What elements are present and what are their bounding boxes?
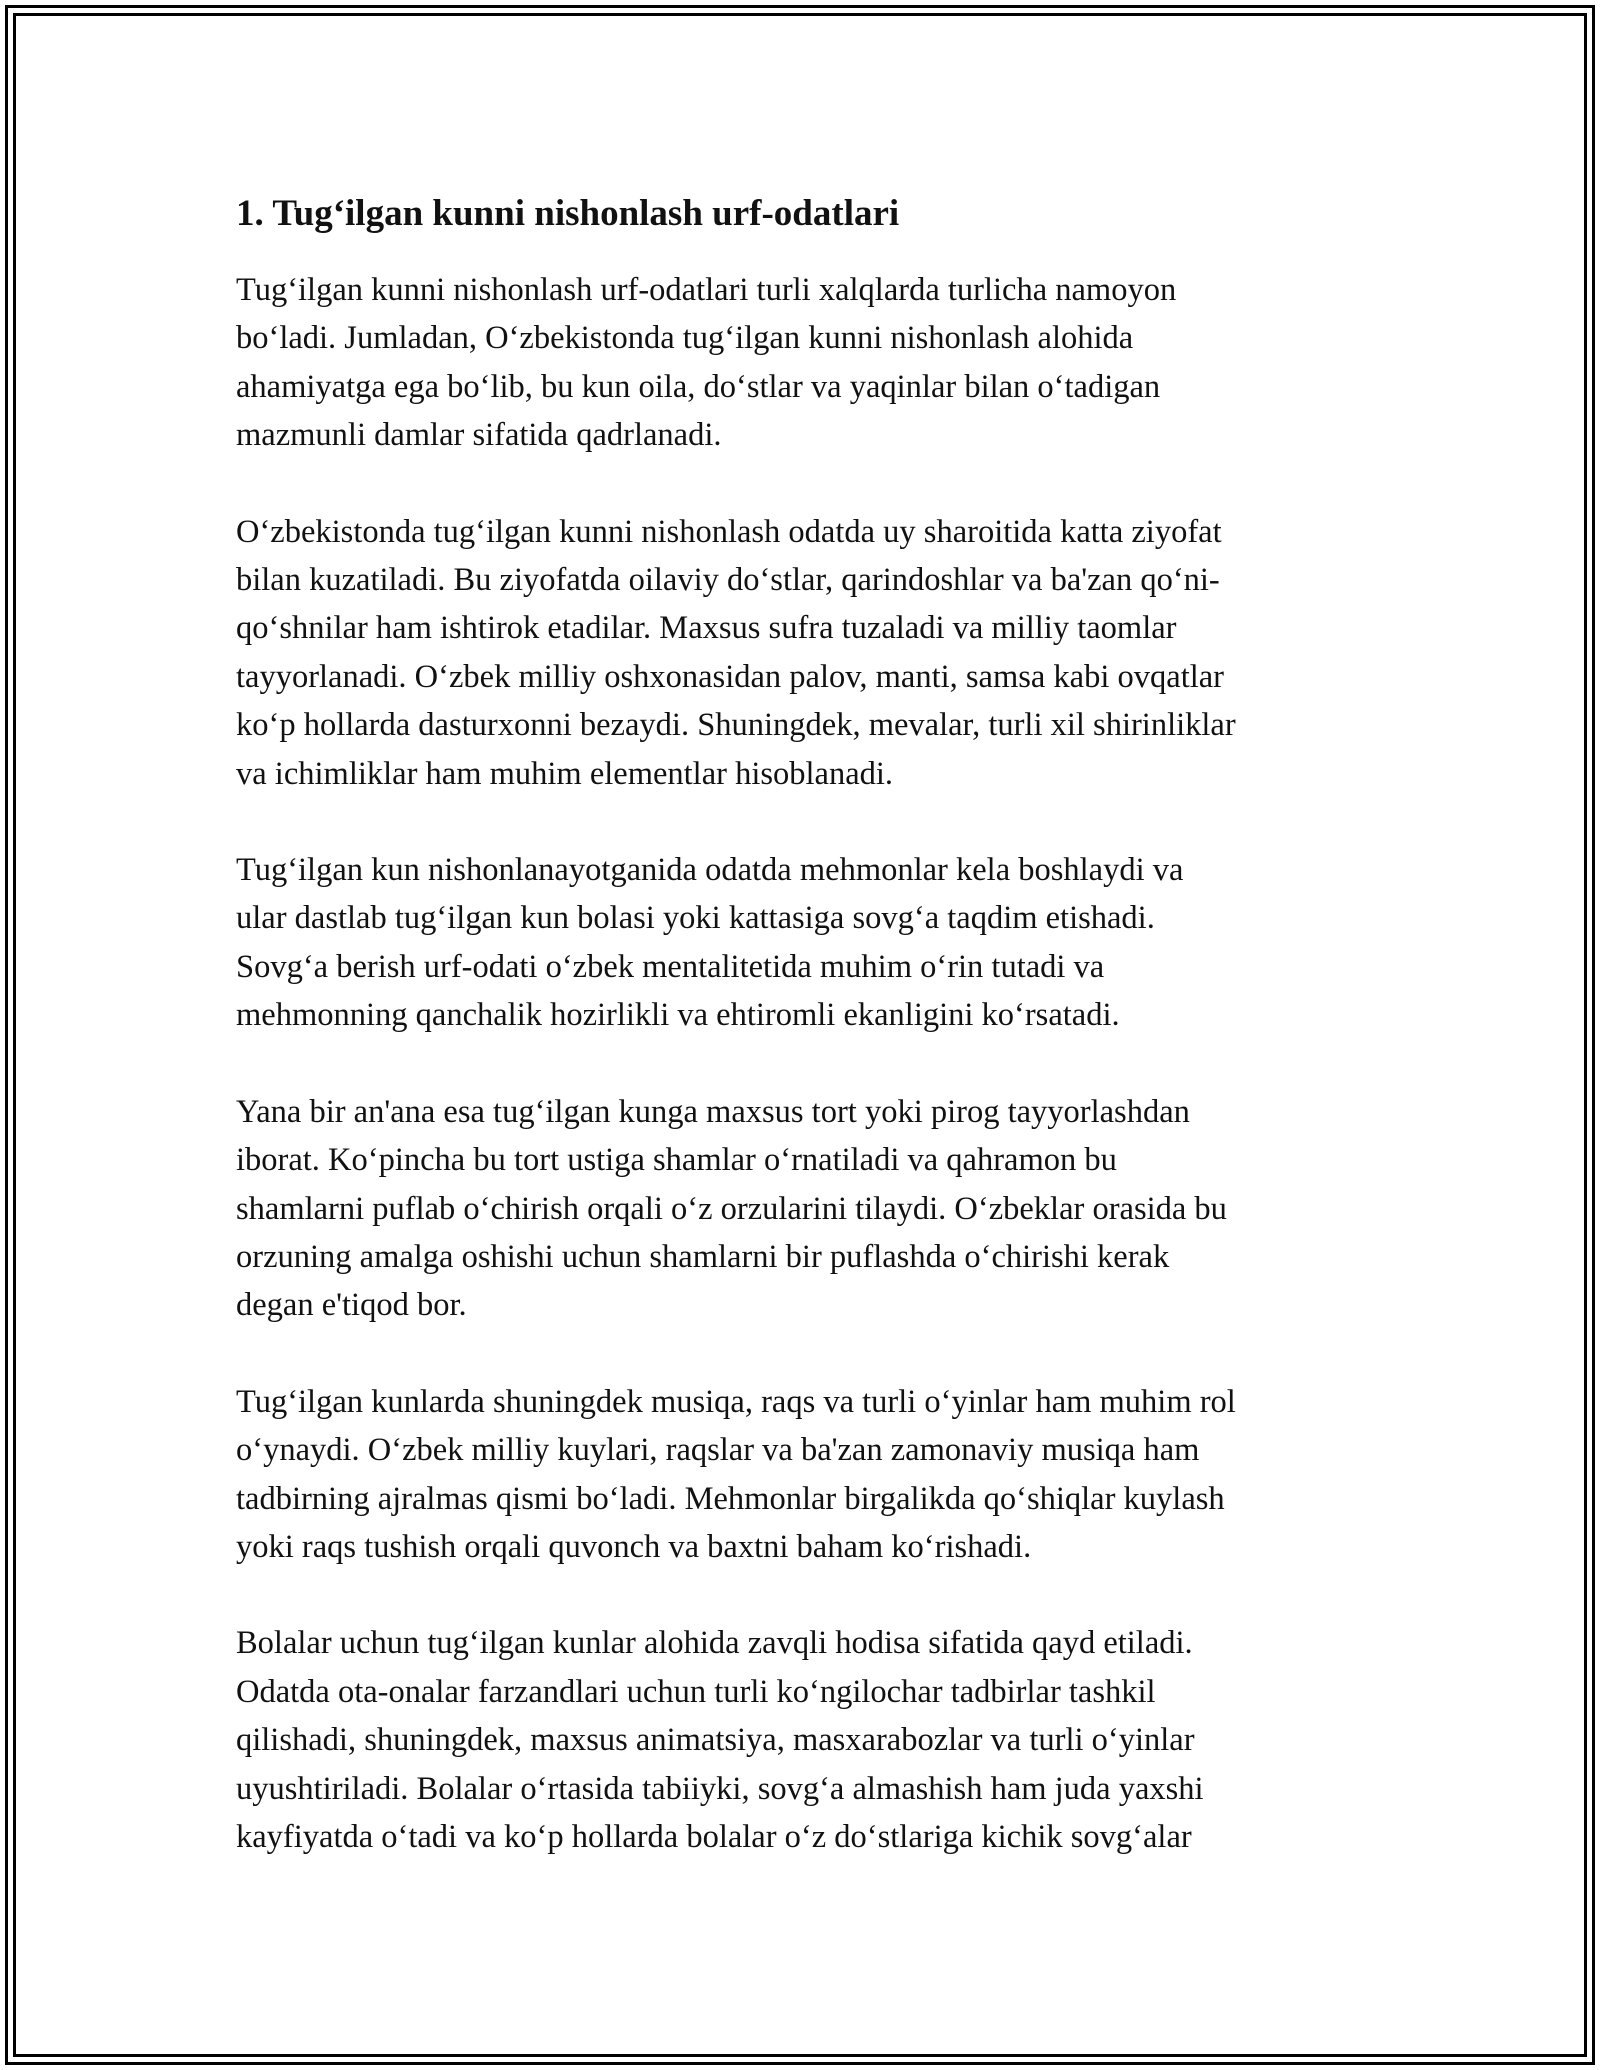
paragraph-line: Sovg‘a berish urf-odati o‘zbek mentalitetida muhim o‘rin tutadi va <box>236 948 1105 985</box>
paragraph <box>236 846 1376 1040</box>
paragraph-line: O‘zbekistonda tug‘ilgan kunni nishonlash odatda uy sharoitida katta ziyofat <box>236 513 1222 550</box>
paragraph-line: orzuning amalga oshishi uchun shamlarni bir puflashda o‘chirishi kerak <box>236 1238 1170 1275</box>
paragraph <box>236 1088 1376 1330</box>
paragraph-line: uyushtiriladi. Bolalar o‘rtasida tabiiyki, sovg‘a almashish ham juda yaxshi <box>236 1770 1204 1807</box>
paragraph-line: bilan kuzatiladi. Bu ziyofatda oilaviy do‘stlar, qarindoshlar va ba'zan qo‘ni- <box>236 562 1220 599</box>
section-heading: 1. Tug‘ilgan kunni nishonlash urf-odatlari <box>236 193 900 234</box>
paragraph-line: bo‘ladi. Jumladan, O‘zbekistonda tug‘ilgan kunni nishonlash alohida <box>236 320 1134 357</box>
paragraph <box>236 266 1376 460</box>
paragraph-line: ahamiyatga ega bo‘lib, bu kun oila, do‘stlar va yaqinlar bilan o‘tadigan <box>236 368 1161 405</box>
paragraph-line: tayyorlanadi. O‘zbek milliy oshxonasidan palov, manti, samsa kabi ovqatlar <box>236 658 1224 695</box>
paragraph-list <box>236 266 1376 1861</box>
paragraph-line: kayfiyatda o‘tadi va ko‘p hollarda bolalar o‘z do‘stlariga kichik sovg‘alar <box>236 1818 1192 1855</box>
paragraph-line: Tug‘ilgan kunni nishonlash urf-odatlari turli xalqlarda turlicha namoyon <box>236 272 1177 308</box>
paragraph-line: Tug‘ilgan kun nishonlanayotganida odatda mehmonlar kela boshlaydi va <box>236 852 1184 889</box>
paragraph-line: ko‘p hollarda dasturxonni bezaydi. Shuningdek, mevalar, turli xil shirinliklar <box>236 707 1236 744</box>
paragraph-line: mazmunli damlar sifatida qadrlanadi. <box>236 417 722 454</box>
paragraph-line: shamlarni puflab o‘chirish orqali o‘z orzularini tilaydi. O‘zbeklar orasida bu <box>236 1190 1227 1227</box>
paragraph-line: yoki raqs tushish orqali quvonch va baxtni baham ko‘rishadi. <box>236 1528 1032 1565</box>
paragraph-line: qilishadi, shuningdek, maxsus animatsiya, masxarabozlar va turli o‘yinlar <box>236 1722 1195 1759</box>
paragraph-line: degan e'tiqod bor. <box>236 1287 467 1324</box>
paragraph-line: iborat. Ko‘pincha bu tort ustiga shamlar o‘rnatiladi va qahramon bu <box>236 1142 1117 1179</box>
document-body <box>236 186 1376 1909</box>
paragraph <box>236 508 1376 798</box>
paragraph <box>236 1619 1376 1861</box>
paragraph-line: Tug‘ilgan kunlarda shuningdek musiqa, raqs va turli o‘yinlar ham muhim rol <box>236 1383 1236 1420</box>
paragraph-line: qo‘shnilar ham ishtirok etadilar. Maxsus sufra tuzaladi va milliy taomlar <box>236 610 1177 647</box>
paragraph-line: Bolalar uchun tug‘ilgan kunlar alohida zavqli hodisa sifatida qayd etiladi. <box>236 1625 1193 1662</box>
paragraph-line: Yana bir an'ana esa tug‘ilgan kunga maxsus tort yoki pirog tayyorlashdan <box>236 1093 1190 1130</box>
paragraph-line: o‘ynaydi. O‘zbek milliy kuylari, raqslar va ba'zan zamonaviy musiqa ham <box>236 1432 1200 1469</box>
paragraph-line: ular dastlab tug‘ilgan kun bolasi yoki kattasiga sovg‘a taqdim etishadi. <box>236 900 1155 937</box>
paragraph <box>236 1378 1376 1572</box>
paragraph-line: tadbirning ajralmas qismi bo‘ladi. Mehmonlar birgalikda qo‘shiqlar kuylash <box>236 1480 1225 1517</box>
paragraph-line: Odatda ota-onalar farzandlari uchun turli ko‘ngilochar tadbirlar tashkil <box>236 1673 1156 1710</box>
paragraph-line: mehmonning qanchalik hozirlikli va ehtiromli ekanligini ko‘rsatadi. <box>236 997 1120 1034</box>
paragraph-line: va ichimliklar ham muhim elementlar hisoblanadi. <box>236 755 894 792</box>
